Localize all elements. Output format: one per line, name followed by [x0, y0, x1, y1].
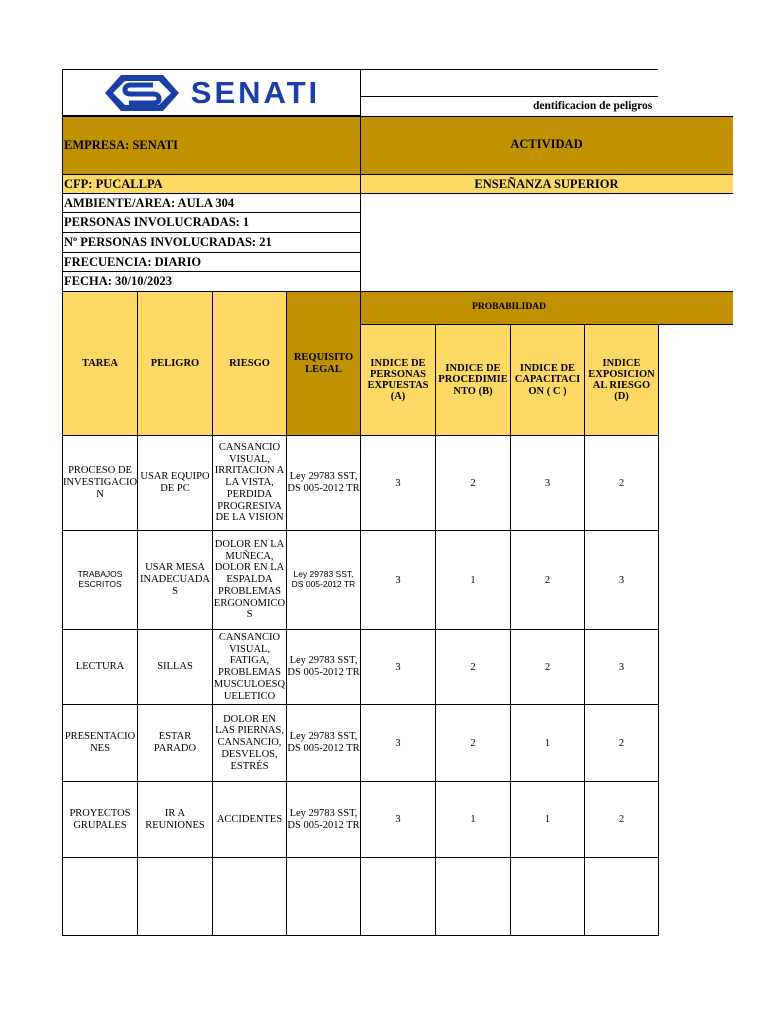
document-subtitle: dentificacion de peligros: [533, 100, 653, 112]
row2-tarea: TRABAJOS ESCRITOS: [62, 530, 138, 630]
row4-d: 2: [584, 704, 659, 782]
row2-b: 1: [435, 530, 511, 630]
col-riesgo: RIESGO: [212, 291, 287, 436]
row3-tarea: LECTURA: [62, 629, 138, 705]
actividad-value: ENSEÑANZA SUPERIOR: [474, 177, 619, 191]
row1-a: 3: [360, 435, 436, 531]
row2-c: 2: [510, 530, 585, 630]
col-peligro: PELIGRO: [137, 291, 213, 436]
row1-d: 2: [584, 435, 659, 531]
row1-c: 3: [510, 435, 585, 531]
row6-d: [584, 857, 659, 936]
logo-cell: [62, 69, 361, 116]
row5-tarea: PROYECTOS GRUPALES: [62, 781, 138, 858]
row3-riesgo: CANSANCIO VISUAL, FATIGA, PROBLEMAS MUSCULOESQ UELETICO: [212, 629, 287, 705]
row5-c: 1: [510, 781, 585, 858]
row5-d: 2: [584, 781, 659, 858]
col-indice-a: INDICE DE PERSONAS EXPUESTAS (A): [360, 324, 436, 436]
row6-c: [510, 857, 585, 936]
row4-c: 1: [510, 704, 585, 782]
row3-b: 2: [435, 629, 511, 705]
row5-b: 1: [435, 781, 511, 858]
header-top-line: [360, 69, 658, 70]
row6-tarea: [62, 857, 138, 936]
row2-a: 3: [360, 530, 436, 630]
row5-requisito: Ley 29783 SST, DS 005-2012 TR: [286, 781, 361, 858]
row6-requisito: [286, 857, 361, 936]
personas-label: PERSONAS INVOLUCRADAS: 1: [62, 212, 361, 233]
frecuencia-label: FRECUENCIA: DIARIO: [62, 252, 361, 272]
row2-d: 3: [584, 530, 659, 630]
row4-riesgo: DOLOR EN LAS PIERNAS, CANSANCIO, DESVELOS, ESTRÉS: [212, 704, 287, 782]
row6-b: [435, 857, 511, 936]
row5-peligro: IR A REUNIONES: [137, 781, 213, 858]
row4-a: 3: [360, 704, 436, 782]
ambiente-label: AMBIENTE/AREA: AULA 304: [62, 193, 361, 213]
row1-b: 2: [435, 435, 511, 531]
fecha-label: FECHA: 30/10/2023: [62, 271, 361, 292]
row6-peligro: [137, 857, 213, 936]
cfp-label: CFP: PUCALLPA: [62, 174, 361, 194]
row2-requisito: Ley 29783 SST, DS 005-2012 TR: [286, 530, 361, 630]
row2-riesgo: DOLOR EN LA MUÑECA, DOLOR EN LA ESPALDA PROBLEMAS ERGONOMICO S: [212, 530, 287, 630]
col-indice-b: INDICE DE PROCEDIMIE NTO (B): [435, 324, 511, 436]
n-personas-label: Nº PERSONAS INVOLUCRADAS: 21: [62, 232, 361, 253]
row3-c: 2: [510, 629, 585, 705]
row4-tarea: PRESENTACIO NES: [62, 704, 138, 782]
col-indice-d: INDICE EXPOSICION AL RIESGO (D): [584, 324, 659, 436]
row3-requisito: Ley 29783 SST, DS 005-2012 TR: [286, 629, 361, 705]
probabilidad-label: PROBABILIDAD: [472, 302, 546, 312]
senati-logo-icon: [103, 73, 181, 113]
col-requisito: REQUISITO LEGAL: [286, 291, 361, 436]
row2-peligro: USAR MESA INADECUADA S: [137, 530, 213, 630]
row4-b: 2: [435, 704, 511, 782]
row5-a: 3: [360, 781, 436, 858]
row1-peligro: USAR EQUIPO DE PC: [137, 435, 213, 531]
actividad-label: ACTIVIDAD: [510, 137, 583, 151]
row3-d: 3: [584, 629, 659, 705]
row1-requisito: Ley 29783 SST, DS 005-2012 TR: [286, 435, 361, 531]
row3-a: 3: [360, 629, 436, 705]
row1-tarea: PROCESO DE INVESTIGACIO N: [62, 435, 138, 531]
row6-a: [360, 857, 436, 936]
row3-peligro: SILLAS: [137, 629, 213, 705]
row6-riesgo: [212, 857, 287, 936]
col-indice-c: INDICE DE CAPACITACI ON ( C ): [510, 324, 585, 436]
col-tarea: TAREA: [62, 291, 138, 436]
row5-riesgo: ACCIDENTES: [212, 781, 287, 858]
empresa-label: EMPRESA: SENATI: [62, 116, 361, 175]
row1-riesgo: CANSANCIO VISUAL, IRRITACION A LA VISTA, PERDIDA PROGRESIVA DE LA VISION: [212, 435, 287, 531]
row4-requisito: Ley 29783 SST, DS 005-2012 TR: [286, 704, 361, 782]
logo-text: SENATI: [190, 74, 321, 110]
row4-peligro: ESTAR PARADO: [137, 704, 213, 782]
